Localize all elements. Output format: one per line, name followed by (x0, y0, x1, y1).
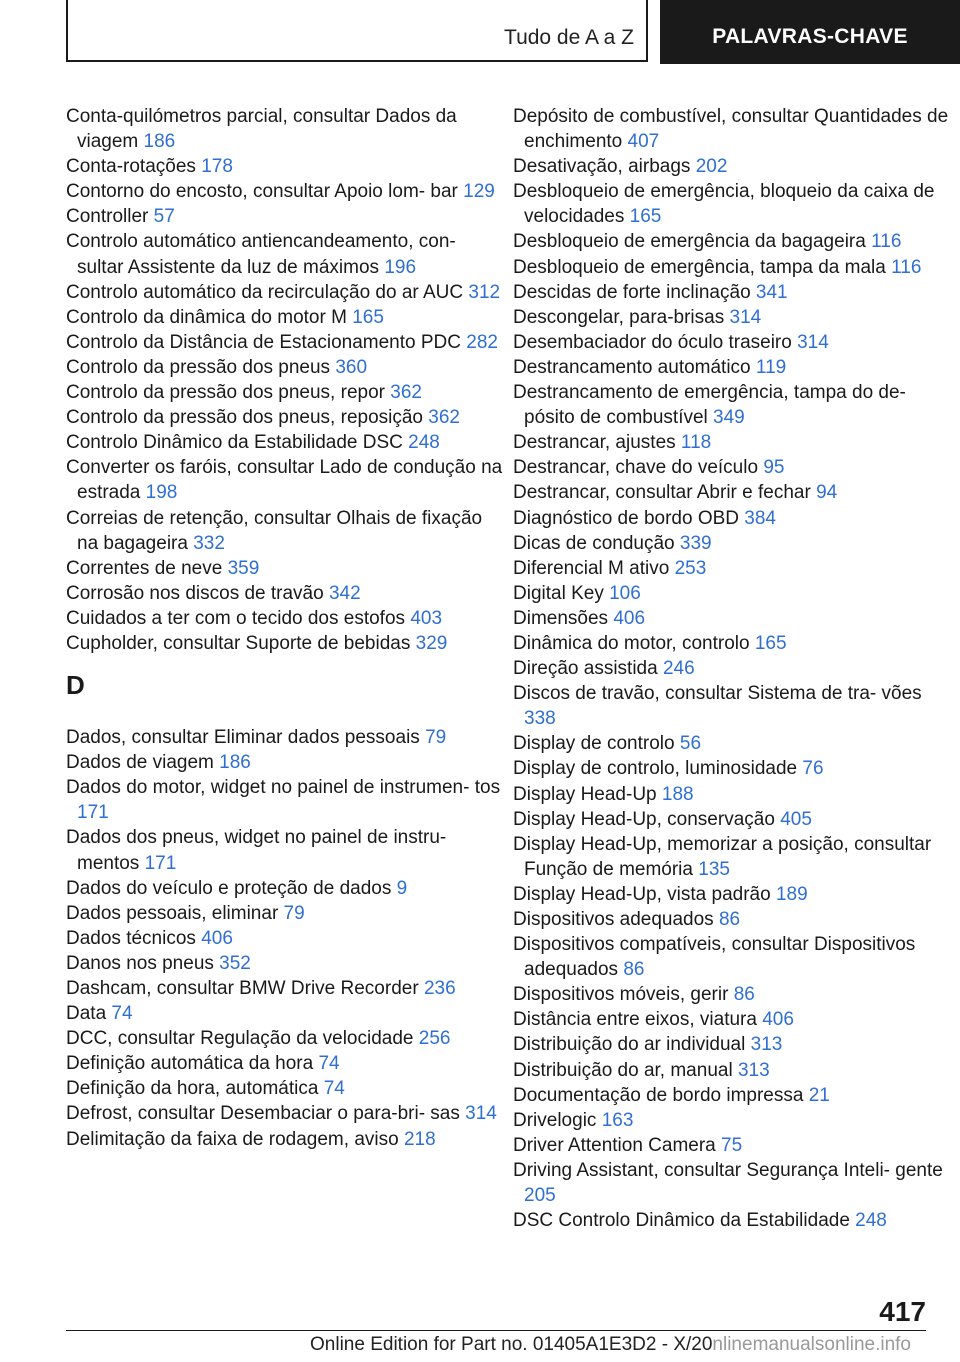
index-entry (513, 606, 953, 631)
index-entry (513, 455, 953, 480)
index-entry (513, 305, 953, 330)
index-entry (66, 725, 506, 750)
index-entry (66, 229, 506, 279)
page-link[interactable]: 106 (609, 582, 641, 604)
entry-term: DSC Controlo Dinâmico da Estabilidade (513, 1210, 850, 1232)
page-link[interactable]: 359 (227, 557, 260, 579)
entry-term: Direção assistida (513, 658, 658, 680)
page-link[interactable]: 21 (808, 1084, 830, 1106)
index-entry (513, 656, 953, 681)
index-entry (513, 807, 953, 832)
entry-term: Controlo da pressão dos pneus, reposição (66, 407, 424, 429)
page-link[interactable]: 403 (410, 607, 443, 629)
entry-term: Display de controlo, luminosidade (513, 758, 798, 780)
index-entry (66, 355, 506, 380)
index-entry (513, 280, 953, 305)
index-entry (66, 556, 506, 581)
page-link[interactable]: 246 (662, 658, 695, 680)
entry-term: Corrosão nos discos de travão (66, 582, 324, 604)
page-link[interactable]: 313 (750, 1034, 783, 1056)
index-list-c (66, 104, 506, 656)
index-column-left (66, 104, 506, 1152)
entry-term: Dispositivos compatíveis, consultar Dispositivos adequados (513, 934, 916, 981)
index-entry (513, 179, 953, 229)
index-column-right (513, 104, 953, 1233)
page-link[interactable]: 171 (144, 852, 177, 874)
page-link[interactable]: 186 (219, 752, 251, 774)
page-link[interactable]: 86 (623, 959, 645, 981)
page-link[interactable]: 349 (713, 407, 745, 429)
page-link[interactable]: 352 (219, 952, 251, 974)
section-title: Tudo de A a Z (504, 26, 634, 49)
index-entry (66, 305, 506, 330)
index-entry (66, 506, 506, 556)
page-link[interactable]: 314 (729, 306, 762, 328)
index-entry (513, 556, 953, 581)
index-entry (513, 756, 953, 781)
index-entry (513, 480, 953, 505)
entry-term: Dados do motor, widget no painel de instrumen- tos (66, 777, 501, 799)
index-entry (66, 330, 506, 355)
index-entry (66, 179, 506, 204)
index-entry (513, 907, 953, 932)
index-entry (66, 380, 506, 405)
entry-term: Dados do veículo e proteção de dados (66, 877, 392, 899)
page-link[interactable]: 165 (352, 306, 384, 328)
footer-rule (66, 1330, 926, 1331)
page-link[interactable]: 94 (816, 482, 838, 504)
entry-term: Controller (66, 206, 149, 228)
entry-term: Driving Assistant, consultar Segurança Inteli- gente (513, 1159, 943, 1181)
entry-term: Controlo Dinâmico da Estabilidade DSC (66, 432, 403, 454)
page-link[interactable]: 339 (679, 532, 712, 554)
page-link[interactable]: 256 (418, 1028, 451, 1050)
index-entry (513, 104, 953, 154)
entry-term: Conta-rotações (66, 156, 196, 178)
page-link[interactable]: 95 (763, 457, 785, 479)
entry-term: Destrancamento automático (513, 356, 751, 378)
entry-term: Controlo da pressão dos pneus, repor (66, 382, 385, 404)
entry-term: Definição automática da hora (66, 1053, 314, 1075)
section-tab: PALAVRAS-CHAVE (660, 0, 960, 64)
index-entry (513, 330, 953, 355)
entry-term: Diferencial M ativo (513, 557, 670, 579)
entry-term: Desbloqueio de emergência, tampa da mala (513, 256, 886, 278)
index-entry (66, 976, 506, 1001)
entry-term: Dimensões (513, 607, 609, 629)
page-link[interactable]: 314 (797, 331, 829, 353)
page-link[interactable]: 406 (613, 607, 646, 629)
page-link[interactable]: 79 (283, 902, 305, 924)
entry-term: Dispositivos adequados (513, 909, 714, 930)
page-link[interactable]: 76 (802, 758, 824, 780)
entry-term: Controlo automático da recirculação do ar AUC (66, 281, 464, 303)
page-link[interactable]: 56 (679, 733, 702, 755)
entry-term: DCC, consultar Regulação da velocidade (66, 1028, 414, 1050)
index-entry (66, 1076, 506, 1101)
entry-term: Display Head-Up, conservação (513, 808, 775, 830)
page-link[interactable]: 407 (627, 131, 660, 153)
entry-term: Controlo automático antiencandeamento, con- sultar Assistente da luz de máximos (66, 231, 456, 278)
page-link[interactable]: 188 (661, 783, 694, 805)
index-entry (513, 1208, 953, 1233)
index-entry (66, 825, 506, 875)
index-entry (66, 1127, 506, 1152)
index-entry (66, 901, 506, 926)
entry-term: Distribuição do ar, manual (513, 1059, 733, 1081)
index-entry (66, 1101, 506, 1126)
page-link[interactable]: 236 (423, 978, 456, 999)
page-link[interactable]: 313 (737, 1059, 770, 1081)
page-link[interactable]: 384 (744, 507, 776, 529)
page-link[interactable]: 332 (193, 532, 225, 554)
index-entry (66, 951, 506, 976)
entry-term: Destrancar, chave do veículo (513, 457, 759, 479)
page-link[interactable]: 119 (755, 356, 787, 378)
index-entry (66, 104, 506, 154)
index-entry (513, 982, 953, 1007)
page-link[interactable]: 9 (396, 877, 408, 899)
page-link[interactable]: 360 (335, 356, 368, 378)
index-entry (66, 606, 506, 631)
index-entry (513, 1007, 953, 1032)
index-entry (513, 154, 953, 179)
index-entry (513, 1108, 953, 1133)
index-entry (66, 876, 506, 901)
page-link[interactable]: 189 (775, 883, 808, 905)
entry-term: Descongelar, para-brisas (513, 306, 725, 328)
entry-term: Depósito de combustível, consultar Quantidades de enchimento (513, 106, 949, 153)
entry-term: Drivelogic (513, 1109, 597, 1131)
entry-term: Controlo da dinâmica do motor M (66, 306, 347, 328)
page-link[interactable]: 186 (143, 131, 176, 153)
page-link[interactable]: 163 (601, 1109, 634, 1131)
entry-term: Destrancar, consultar Abrir e fechar (513, 482, 811, 504)
page-link[interactable]: 202 (695, 156, 728, 178)
entry-term: Dados, consultar Eliminar dados pessoais (66, 727, 420, 749)
index-list-d (66, 725, 506, 1152)
entry-term: Display Head-Up (513, 783, 657, 805)
page-link[interactable]: 196 (384, 256, 417, 278)
page-link[interactable]: 116 (871, 231, 902, 253)
page-link[interactable]: 406 (201, 927, 233, 949)
entry-term: Delimitação da faixa de rodagem, aviso (66, 1128, 399, 1150)
entry-term: Desbloqueio de emergência, bloqueio da caixa de velocidades (513, 181, 935, 228)
entry-term: Diagnóstico de bordo OBD (513, 507, 740, 529)
index-entry (513, 1133, 953, 1158)
index-entry (66, 154, 506, 179)
index-entry (513, 355, 953, 380)
page-link[interactable]: 116 (891, 256, 922, 278)
entry-term: Controlo da Distância de Estacionamento PDC (66, 331, 461, 353)
page-link[interactable]: 135 (698, 858, 730, 880)
page-link[interactable]: 57 (153, 206, 175, 228)
index-entry (513, 1083, 953, 1108)
entry-term: Definição da hora, automática (66, 1078, 319, 1100)
index-entry (513, 731, 953, 756)
index-entry (66, 926, 506, 951)
page-link[interactable]: 282 (466, 331, 498, 353)
entry-term: Desativação, airbags (513, 156, 691, 178)
page-link[interactable]: 165 (754, 632, 787, 654)
index-entry (513, 506, 953, 531)
index-entry (66, 631, 506, 656)
page-link[interactable]: 86 (718, 909, 741, 930)
page-link[interactable]: 253 (674, 557, 707, 579)
index-entry (66, 405, 506, 430)
index-entry (66, 775, 506, 825)
entry-term: Converter os faróis, consultar Lado de condução na estrada (66, 457, 503, 504)
index-entry (513, 681, 953, 731)
entry-term: Desembaciador do óculo traseiro (513, 331, 792, 353)
watermark-text: nlinemanualsonline.info (712, 1334, 912, 1355)
index-entry (513, 1058, 953, 1083)
entry-term: Destrancamento de emergência, tampa do de- pósito de combustível (513, 382, 906, 429)
page-link[interactable]: 362 (428, 407, 460, 429)
page-link[interactable]: 248 (408, 432, 440, 454)
entry-term: Contorno do encosto, consultar Apoio lom- bar (66, 181, 458, 203)
index-entry (66, 1001, 506, 1026)
entry-term: Correntes de neve (66, 557, 223, 579)
entry-term: Dados de viagem (66, 752, 214, 774)
index-entry (513, 631, 953, 656)
page-link[interactable]: 342 (328, 582, 361, 604)
index-entry (513, 531, 953, 556)
entry-term: Correias de retenção, consultar Olhais de fixação na bagageira (66, 507, 483, 554)
page-link[interactable]: 74 (318, 1053, 340, 1075)
entry-term: Defrost, consultar Desembaciar o para-bri- sas (66, 1103, 460, 1125)
page-link[interactable]: 338 (524, 708, 556, 730)
entry-term: Desbloqueio de emergência da bagageira (513, 231, 866, 253)
entry-term: Display Head-Up, vista padrão (513, 883, 771, 905)
letter-heading: D (66, 670, 85, 701)
index-entry (513, 229, 953, 254)
page-link[interactable]: 314 (465, 1103, 497, 1125)
entry-term: Digital Key (513, 582, 604, 604)
page-link[interactable]: 362 (390, 382, 422, 404)
footer-edition (310, 1334, 911, 1356)
entry-term: Dados pessoais, eliminar (66, 902, 279, 924)
page-link[interactable]: 86 (733, 984, 755, 1006)
index-entry (513, 430, 953, 455)
index-entry (513, 1032, 953, 1057)
entry-term: Dados técnicos (66, 927, 196, 949)
page-link[interactable]: 75 (721, 1134, 743, 1156)
page-link[interactable]: 218 (403, 1128, 436, 1150)
page-link[interactable]: 205 (524, 1185, 556, 1207)
page-link[interactable]: 248 (855, 1210, 887, 1232)
index-entry (513, 380, 953, 430)
index-entry (66, 581, 506, 606)
page-link[interactable]: 74 (111, 1003, 133, 1025)
index-entry (66, 204, 506, 229)
entry-term: Distância entre eixos, viatura (513, 1009, 757, 1031)
entry-term: Data (66, 1003, 107, 1025)
entry-term: Discos de travão, consultar Sistema de tra- vões (513, 683, 922, 705)
page-link[interactable]: 312 (468, 281, 501, 303)
page-link[interactable]: 129 (463, 181, 495, 203)
index-entry (513, 832, 953, 882)
entry-term: Conta-quilómetros parcial, consultar Dados da viagem (66, 106, 457, 153)
entry-term: Dicas de condução (513, 532, 675, 554)
index-entry (66, 430, 506, 455)
index-entry (513, 882, 953, 907)
entry-term: Destrancar, ajustes (513, 432, 676, 454)
page-link[interactable]: 74 (323, 1078, 345, 1100)
entry-term: Documentação de bordo impressa (513, 1084, 804, 1106)
index-entry (513, 782, 953, 807)
index-entry (513, 1158, 953, 1208)
index-entry (66, 455, 506, 505)
entry-term: Cupholder, consultar Suporte de bebidas (66, 632, 411, 654)
page-link[interactable]: 406 (762, 1009, 794, 1031)
edition-text: Online Edition for Part no. 01405A1E3D2 - X/20 (310, 1334, 713, 1355)
entry-term: Distribuição do ar individual (513, 1034, 746, 1056)
entry-term: Display de controlo (513, 733, 675, 755)
page-link[interactable]: 341 (755, 281, 788, 303)
page-link[interactable]: 405 (780, 808, 812, 830)
entry-term: Dinâmica do motor, controlo (513, 632, 750, 654)
index-entry (513, 255, 953, 280)
page-link[interactable]: 118 (680, 432, 712, 454)
index-entry (66, 1051, 506, 1076)
entry-term: Danos nos pneus (66, 952, 214, 974)
page-link[interactable]: 171 (77, 802, 109, 824)
index-entry (513, 581, 953, 606)
page-link[interactable]: 79 (425, 727, 447, 749)
entry-term: Cuidados a ter com o tecido dos estofos (66, 607, 406, 629)
index-entry (66, 750, 506, 775)
entry-term: Dispositivos móveis, gerir (513, 984, 729, 1006)
entry-term: Driver Attention Camera (513, 1134, 716, 1156)
page-link[interactable]: 178 (201, 156, 233, 178)
page-number: 417 (879, 1296, 926, 1327)
page-link[interactable]: 329 (415, 632, 448, 654)
page-link[interactable]: 198 (145, 482, 178, 504)
entry-term: Descidas de forte inclinação (513, 281, 751, 303)
index-entry (513, 932, 953, 982)
index-entry (66, 1026, 506, 1051)
index-entry (66, 280, 506, 305)
entry-term: Display Head-Up, memorizar a posição, consultar Função de memória (513, 833, 932, 880)
index-list-d-continued (513, 104, 953, 1233)
entry-term: Controlo da pressão dos pneus (66, 356, 331, 378)
entry-term: Dashcam, consultar BMW Drive Recorder (66, 978, 419, 999)
page-link[interactable]: 165 (629, 206, 662, 228)
entry-term: Dados dos pneus, widget no painel de instru- mentos (66, 827, 447, 874)
